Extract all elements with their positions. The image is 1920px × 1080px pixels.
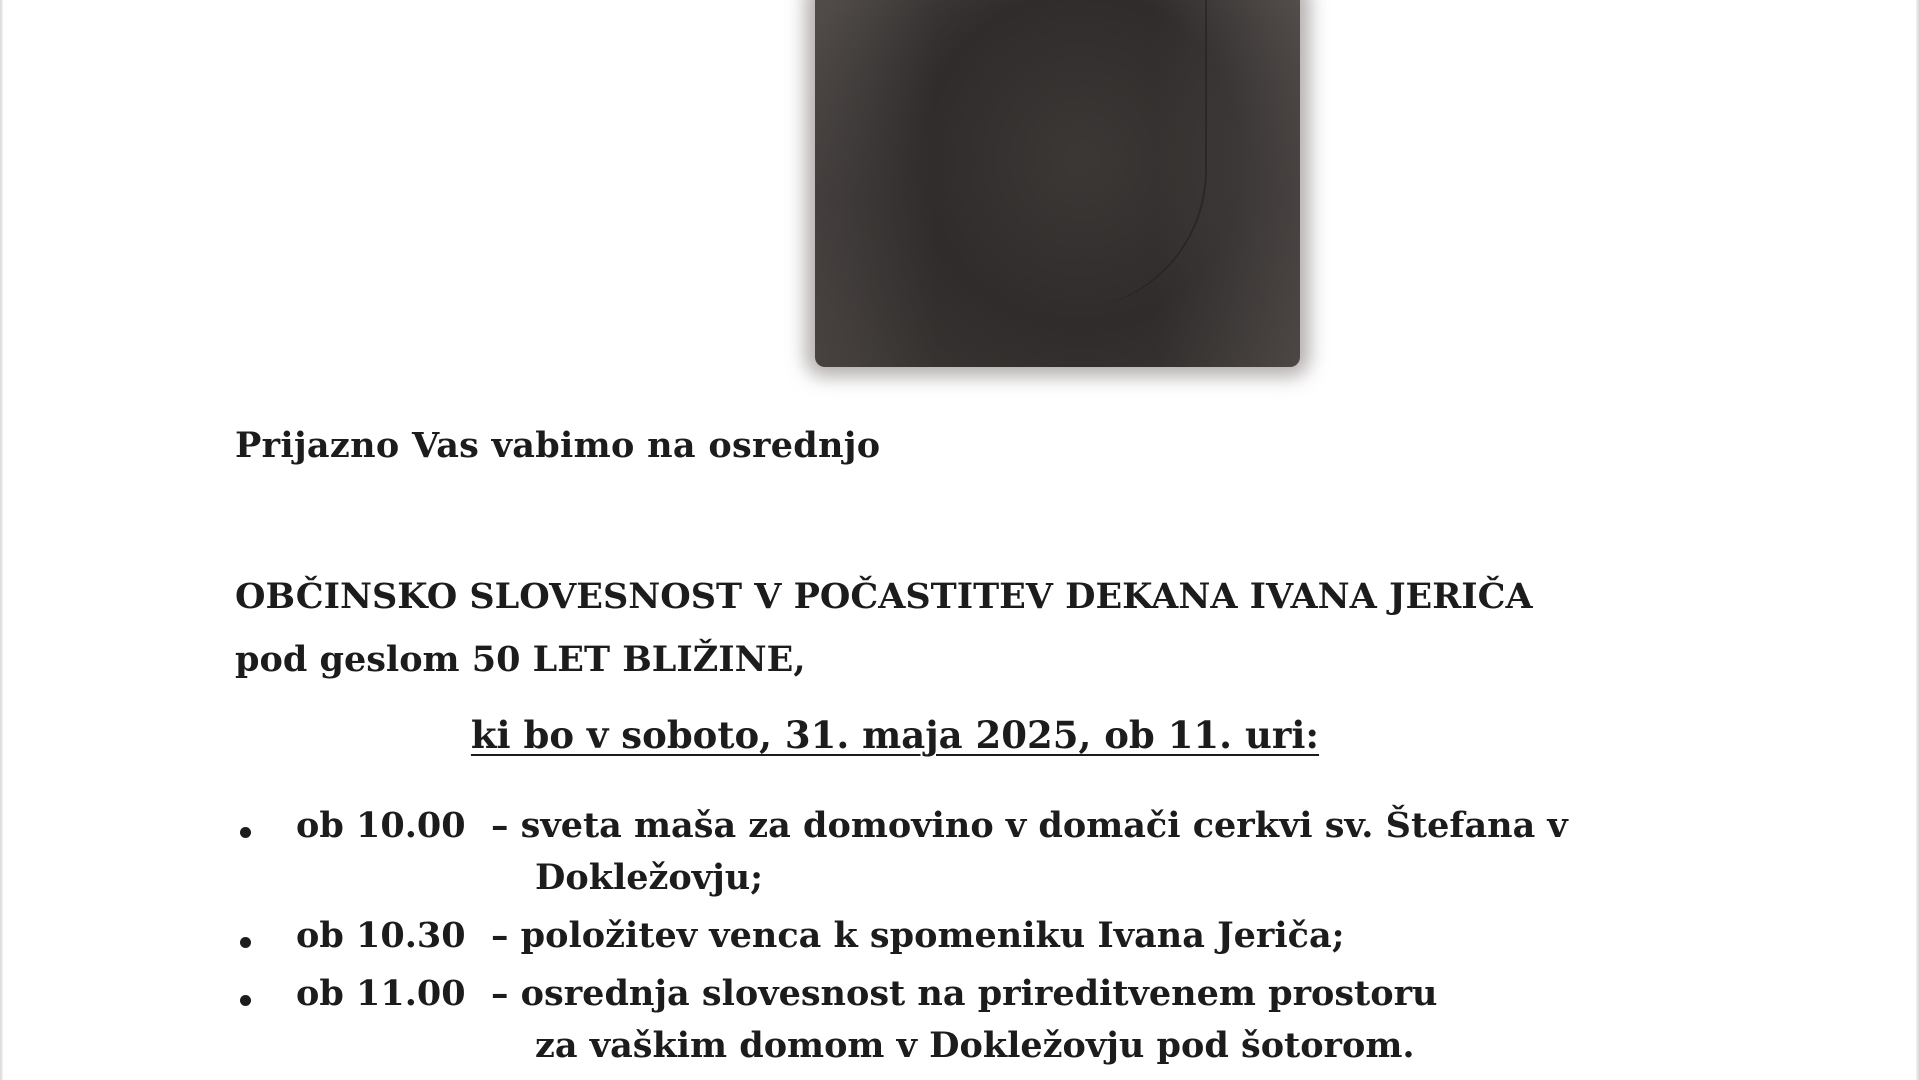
schedule-item <box>230 910 1621 962</box>
portrait-photo <box>815 0 1300 367</box>
schedule-item <box>230 968 1621 1072</box>
schedule-desc-line-1: – položitev venca k spomeniku Ivana Jeriča; <box>491 915 1345 956</box>
page-edge-left <box>0 0 3 1080</box>
schedule-description <box>491 910 1621 962</box>
event-date-line <box>0 713 1920 757</box>
schedule-item <box>230 800 1621 904</box>
schedule-desc-line-1: – osrednja slovesnost na prireditvenem prostoru <box>491 973 1438 1014</box>
schedule-time: ob 10.30 <box>296 915 466 956</box>
event-title <box>235 565 1533 691</box>
schedule-time: ob 11.00 <box>296 973 466 1014</box>
schedule-desc-line-1: – sveta maša za domovino v domači cerkvi sv. Štefana v <box>491 805 1568 846</box>
event-title-line-2: pod geslom 50 LET BLIŽINE, <box>235 639 806 680</box>
schedule-desc-line-2: Dokležovju; <box>535 857 764 898</box>
page-edge-right <box>1916 0 1920 1080</box>
event-date-text: ki bo v soboto, 31. maja 2025, ob 11. uri: <box>470 713 1320 757</box>
bullet-icon <box>230 910 296 962</box>
intro-text: Prijazno Vas vabimo na osrednjo <box>235 425 881 466</box>
bullet-icon <box>230 800 296 852</box>
schedule-desc-line-2: za vaškim domom v Dokležovju pod šotorom. <box>535 1025 1415 1066</box>
photo-vignette <box>815 0 1300 367</box>
bullet-icon <box>230 968 296 1020</box>
schedule-description <box>491 800 1621 904</box>
schedule-time: ob 10.00 <box>296 805 466 846</box>
event-title-line-1: OBČINSKO SLOVESNOST V POČASTITEV DEKANA IVANA JERIČA <box>235 576 1533 617</box>
schedule-list <box>230 800 1621 1078</box>
schedule-description <box>491 968 1621 1072</box>
